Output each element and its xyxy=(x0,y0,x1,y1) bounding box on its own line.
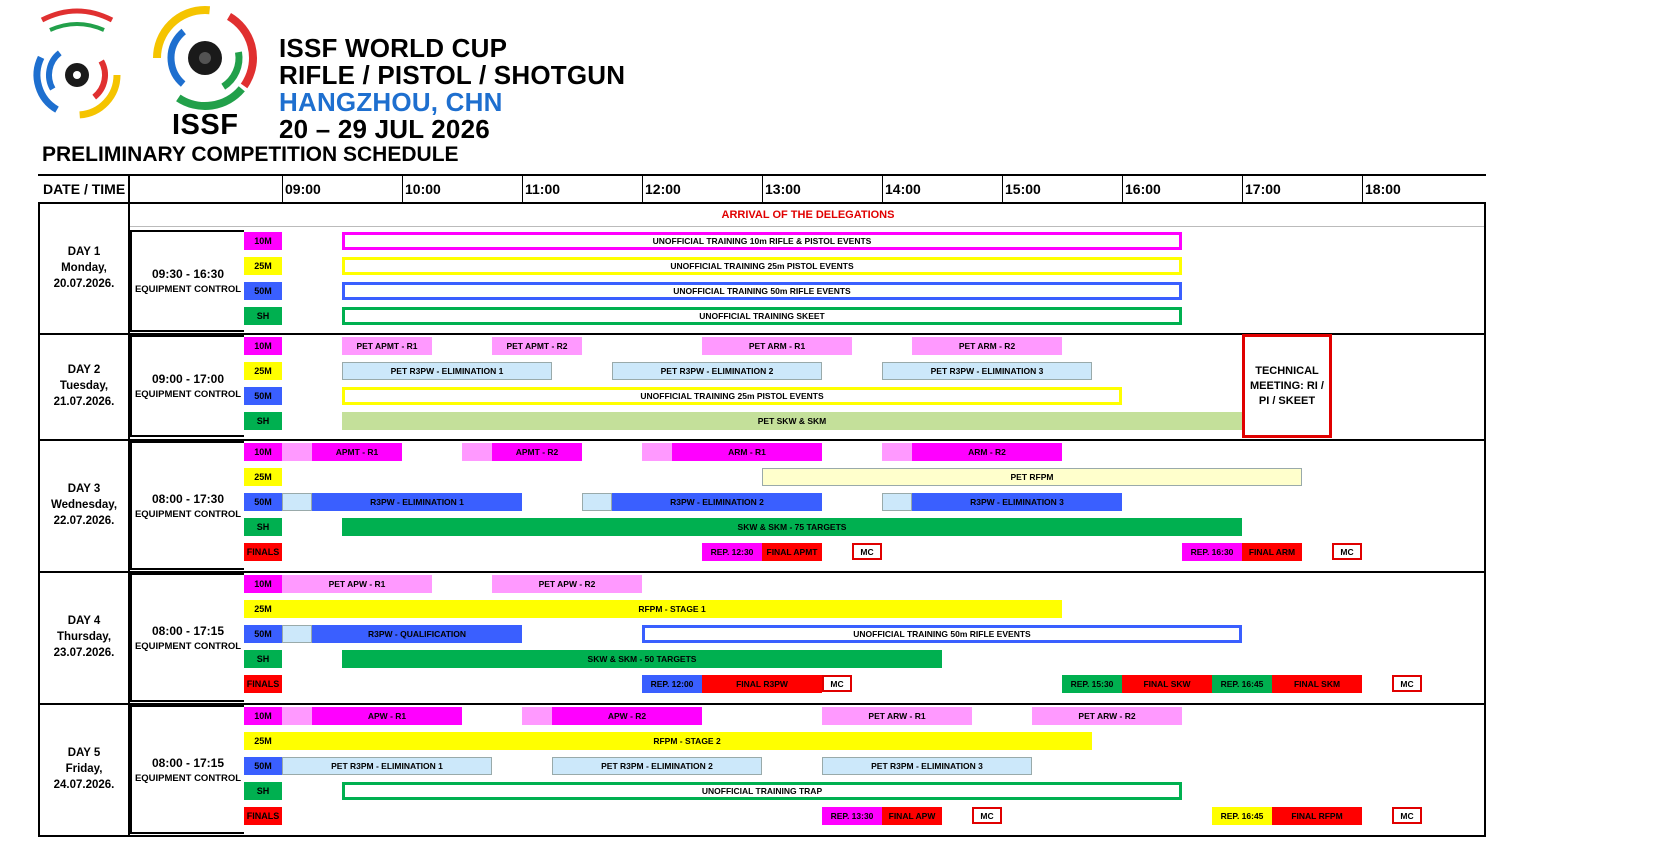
time-divider xyxy=(642,174,643,204)
time-header-1200: 12:00 xyxy=(645,181,681,197)
media-conference-box: MC xyxy=(972,807,1002,824)
equipment-control-time: 08:00 - 17:30 xyxy=(151,491,225,506)
event-block: REP. 15:30 xyxy=(1062,675,1122,693)
time-header-1000: 10:00 xyxy=(405,181,441,197)
discipline-25m: 25M xyxy=(244,362,282,380)
discipline-10m: 10M xyxy=(244,337,282,355)
event-block: PET R3PW - ELIMINATION 3 xyxy=(882,362,1092,380)
event-block: ARM - R1 xyxy=(672,443,822,461)
event-block: FINAL APMT xyxy=(762,543,822,561)
technical-meeting-box: TECHNICAL MEETING: RI / PI / SKEET xyxy=(1242,334,1332,438)
event-block: PET ARW - R1 xyxy=(822,707,972,725)
event-block xyxy=(882,443,912,461)
time-header-1700: 17:00 xyxy=(1245,181,1281,197)
discipline-finals: FINALS xyxy=(244,807,282,825)
event-block: R3PW - ELIMINATION 1 xyxy=(312,493,522,511)
discipline-50m: 50M xyxy=(244,625,282,643)
day-separator xyxy=(38,571,1486,573)
equipment-control-time: 08:00 - 17:15 xyxy=(151,755,225,770)
equipment-control-4 xyxy=(130,573,244,702)
event-block: FINAL SKW xyxy=(1122,675,1212,693)
event-block: REP. 16:45 xyxy=(1212,807,1272,825)
event-block xyxy=(282,625,312,643)
day-number: DAY 4 xyxy=(67,615,101,627)
day-weekday: Wednesday, xyxy=(50,499,118,511)
time-divider xyxy=(1242,174,1243,204)
event-block: RFPM - STAGE 2 xyxy=(282,732,1092,750)
equipment-control-label: EQUIPMENT CONTROL xyxy=(134,389,242,400)
event-title: ISSF WORLD CUP xyxy=(279,33,508,63)
discipline-10m: 10M xyxy=(244,575,282,593)
discipline-10m: 10M xyxy=(244,707,282,725)
media-conference-box: MC xyxy=(1392,675,1422,692)
event-block: R3PW - QUALIFICATION xyxy=(312,625,522,643)
event-block: PET RFPM xyxy=(762,468,1302,486)
discipline-finals: FINALS xyxy=(244,675,282,693)
day-date: 24.07.2026. xyxy=(53,779,115,791)
event-block: FINAL R3PW xyxy=(702,675,822,693)
discipline-50m: 50M xyxy=(244,282,282,300)
time-header-0900: 09:00 xyxy=(285,181,321,197)
date-time-header: DATE / TIME xyxy=(43,181,126,197)
issf-logo-word: ISSF xyxy=(172,109,239,141)
event-block: R3PW - ELIMINATION 3 xyxy=(912,493,1122,511)
equipment-control-label: EQUIPMENT CONTROL xyxy=(134,640,242,652)
media-conference-box: MC xyxy=(822,675,852,692)
event-block: PET R3PW - ELIMINATION 1 xyxy=(342,362,552,380)
event-block: FINAL SKM xyxy=(1272,675,1362,693)
day-number: DAY 3 xyxy=(67,483,101,495)
event-block: SKW & SKM - 50 TARGETS xyxy=(342,650,942,668)
event-block: PET R3PW - ELIMINATION 2 xyxy=(612,362,822,380)
media-conference-box: MC xyxy=(1392,807,1422,824)
event-block: UNOFFICIAL TRAINING TRAP xyxy=(342,782,1182,800)
equipment-control-label: EQUIPMENT CONTROL xyxy=(134,508,242,520)
day-number: DAY 2 xyxy=(67,364,101,376)
event-block xyxy=(642,443,672,461)
time-divider xyxy=(762,174,763,204)
event-block: UNOFFICIAL TRAINING 10m RIFLE & PISTOL EVENTS xyxy=(342,232,1182,250)
equipment-control-label: EQUIPMENT CONTROL xyxy=(134,284,242,295)
day-weekday: Monday, xyxy=(61,261,107,274)
time-header-1100: 11:00 xyxy=(525,181,561,197)
event-block: PET ARW - R2 xyxy=(1032,707,1182,725)
event-block: PET R3PM - ELIMINATION 2 xyxy=(552,757,762,775)
time-divider xyxy=(522,174,523,204)
day-weekday: Tuesday, xyxy=(59,380,109,392)
day-date: 21.07.2026. xyxy=(53,396,115,408)
discipline-10m: 10M xyxy=(244,443,282,461)
time-divider xyxy=(282,174,283,204)
discipline-sh: SH xyxy=(244,307,282,325)
event-disciplines: RIFLE / PISTOL / SHOTGUN xyxy=(279,60,626,90)
discipline-sh: SH xyxy=(244,782,282,800)
event-block: FINAL ARM xyxy=(1242,543,1302,561)
event-block: PET R3PM - ELIMINATION 3 xyxy=(822,757,1032,775)
equipment-control-1 xyxy=(130,230,244,332)
event-block xyxy=(882,493,912,511)
event-block: SKW & SKM - 75 TARGETS xyxy=(342,518,1242,536)
event-block xyxy=(282,707,312,725)
time-header-1800: 18:00 xyxy=(1365,181,1401,197)
discipline-10m: 10M xyxy=(244,232,282,250)
day-separator xyxy=(38,835,1486,837)
day-label-3 xyxy=(39,481,129,529)
media-conference-box: MC xyxy=(852,543,882,560)
event-block: PET APW - R1 xyxy=(282,575,432,593)
schedule-subtitle: PRELIMINARY COMPETITION SCHEDULE xyxy=(42,143,459,166)
time-header-1400: 14:00 xyxy=(885,181,921,197)
discipline-50m: 50M xyxy=(244,387,282,405)
day-weekday: Friday, xyxy=(65,763,103,775)
day-weekday: Thursday, xyxy=(56,631,112,643)
equipment-control-time: 09:30 - 16:30 xyxy=(151,267,225,281)
table-right-border xyxy=(1484,571,1486,705)
corner-divider xyxy=(128,174,130,202)
event-block: UNOFFICIAL TRAINING SKEET xyxy=(342,307,1182,325)
day-label-5 xyxy=(39,745,129,793)
day-label-2 xyxy=(39,362,129,410)
table-right-border xyxy=(1484,202,1486,335)
table-right-border xyxy=(1484,439,1486,573)
event-block: REP. 12:30 xyxy=(702,543,762,561)
table-right-border xyxy=(1484,703,1486,837)
event-block: UNOFFICIAL TRAINING 50m RIFLE EVENTS xyxy=(642,625,1242,643)
event-block: PET ARM - R1 xyxy=(702,337,852,355)
equipment-control-label: EQUIPMENT CONTROL xyxy=(134,772,242,784)
discipline-25m: 25M xyxy=(244,600,282,618)
discipline-finals: FINALS xyxy=(244,543,282,561)
event-block: REP. 16:30 xyxy=(1182,543,1242,561)
event-block: UNOFFICIAL TRAINING 25m PISTOL EVENTS xyxy=(342,257,1182,275)
event-block xyxy=(582,493,612,511)
event-block xyxy=(462,443,492,461)
discipline-sh: SH xyxy=(244,518,282,536)
event-block xyxy=(522,707,552,725)
time-divider xyxy=(402,174,403,204)
time-divider xyxy=(1122,174,1123,204)
event-block xyxy=(282,443,312,461)
day-number: DAY 5 xyxy=(67,747,101,759)
event-block: APW - R2 xyxy=(552,707,702,725)
equipment-control-time: 08:00 - 17:15 xyxy=(151,623,225,638)
discipline-sh: SH xyxy=(244,412,282,430)
media-conference-box: MC xyxy=(1332,543,1362,560)
event-block: ARM - R2 xyxy=(912,443,1062,461)
event-dates: 20 – 29 JUL 2026 xyxy=(279,114,490,144)
event-block: APMT - R1 xyxy=(312,443,402,461)
day-number: DAY 1 xyxy=(67,245,101,258)
discipline-25m: 25M xyxy=(244,468,282,486)
event-block: PET APW - R2 xyxy=(492,575,642,593)
time-divider xyxy=(882,174,883,204)
day-separator xyxy=(38,703,1486,705)
discipline-25m: 25M xyxy=(244,732,282,750)
event-block: PET APMT - R2 xyxy=(492,337,582,355)
event-block: FINAL APW xyxy=(882,807,942,825)
equipment-control-time: 09:00 - 17:00 xyxy=(151,372,225,386)
event-block: REP. 12:00 xyxy=(642,675,702,693)
time-divider xyxy=(1002,174,1003,204)
table-right-border xyxy=(1484,333,1486,441)
time-header-1300: 13:00 xyxy=(765,181,801,197)
event-block: APW - R1 xyxy=(312,707,462,725)
time-header-1600: 16:00 xyxy=(1125,181,1161,197)
event-block: APMT - R2 xyxy=(492,443,582,461)
day-label-1 xyxy=(39,244,129,292)
event-block: UNOFFICIAL TRAINING 50m RIFLE EVENTS xyxy=(342,282,1182,300)
event-block: RFPM - STAGE 1 xyxy=(282,600,1062,618)
event-block: R3PW - ELIMINATION 2 xyxy=(612,493,822,511)
discipline-50m: 50M xyxy=(244,757,282,775)
arrival-of-delegations: ARRIVAL OF THE DELEGATIONS xyxy=(130,204,1486,227)
day-date: 22.07.2026. xyxy=(53,515,115,527)
discipline-sh: SH xyxy=(244,650,282,668)
event-block: PET APMT - R1 xyxy=(342,337,432,355)
event-block: UNOFFICIAL TRAINING 25m PISTOL EVENTS xyxy=(342,387,1122,405)
day-date: 20.07.2026. xyxy=(53,277,115,290)
event-block: REP. 13:30 xyxy=(822,807,882,825)
event-block: REP. 16:45 xyxy=(1212,675,1272,693)
discipline-25m: 25M xyxy=(244,257,282,275)
event-block: PET SKW & SKM xyxy=(342,412,1242,430)
discipline-50m: 50M xyxy=(244,493,282,511)
equipment-control-3 xyxy=(130,441,244,570)
time-divider xyxy=(1362,174,1363,204)
event-block: FINAL RFPM xyxy=(1272,807,1362,825)
event-block: PET ARM - R2 xyxy=(912,337,1062,355)
event-block: PET R3PM - ELIMINATION 1 xyxy=(282,757,492,775)
day-label-4 xyxy=(39,613,129,661)
equipment-control-2 xyxy=(130,335,244,437)
event-location: HANGZHOU, CHN xyxy=(279,87,503,117)
equipment-control-5 xyxy=(130,705,244,834)
day-separator xyxy=(38,439,1486,441)
event-block xyxy=(282,493,312,511)
day-date: 23.07.2026. xyxy=(53,647,115,659)
time-header-1500: 15:00 xyxy=(1005,181,1041,197)
